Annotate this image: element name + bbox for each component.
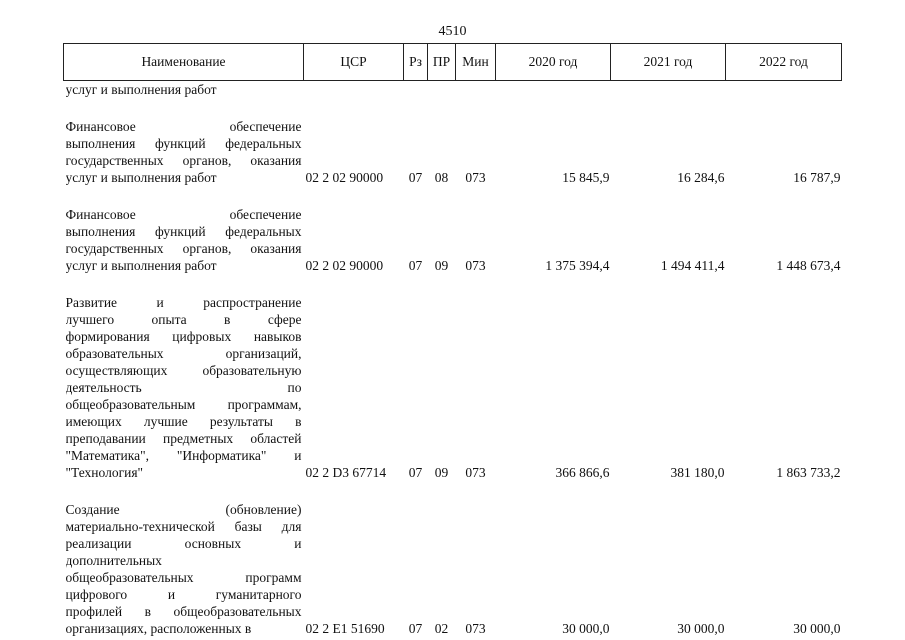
table-header bbox=[64, 44, 842, 81]
cell-csr: 02 2 E1 51690 bbox=[305, 621, 385, 636]
cell-pr bbox=[428, 81, 456, 99]
cell-rz: 07 bbox=[408, 170, 423, 185]
budget-table bbox=[63, 43, 842, 637]
cell-min: 073 bbox=[465, 621, 486, 636]
cell-2022: 1 863 733,2 bbox=[776, 465, 841, 480]
name-line: имеющих лучшие результаты в bbox=[65, 414, 302, 429]
cell-min: 073 bbox=[465, 170, 486, 185]
column-header-2022: 2022 год bbox=[726, 44, 842, 81]
name-line: цифрового и гуманитарного bbox=[65, 587, 302, 602]
name-line: формирования цифровых навыков bbox=[65, 329, 302, 344]
cell-2020: 366 866,6 bbox=[555, 465, 610, 480]
cell-min: 073 bbox=[465, 465, 486, 480]
name-line: Развитие и распространение bbox=[65, 295, 302, 310]
cell-csr: 02 2 02 90000 bbox=[305, 258, 384, 273]
column-header-pr: ПР bbox=[428, 44, 456, 81]
column-header-name: Наименование bbox=[64, 44, 304, 81]
name-line: услуг и выполнения работ bbox=[65, 170, 217, 185]
cell-2021: 1 494 411,4 bbox=[660, 258, 725, 273]
name-line: осуществляющих образовательную bbox=[65, 363, 302, 378]
name-line: государственных органов, оказания bbox=[65, 241, 302, 256]
name-line: услуг и выполнения работ bbox=[65, 82, 217, 97]
table-body bbox=[64, 81, 842, 638]
cell-2021: 381 180,0 bbox=[670, 465, 725, 480]
name-line: Финансовое обеспечение bbox=[65, 119, 302, 134]
cell-csr: 02 2 D3 67714 bbox=[305, 465, 387, 480]
table-row bbox=[64, 81, 842, 99]
name-line: преподавании предметных областей bbox=[65, 431, 302, 446]
name-line: "Математика", "Информатика" и bbox=[65, 448, 302, 463]
cell-pr: 09 bbox=[434, 465, 449, 480]
cell-name bbox=[64, 294, 304, 481]
cell-2020: 30 000,0 bbox=[562, 621, 610, 636]
name-line: Создание (обновление) bbox=[65, 502, 302, 517]
cell-2020: 1 375 394,4 bbox=[545, 258, 610, 273]
table-row bbox=[64, 294, 842, 481]
name-line: профилей в общеобразовательных bbox=[65, 604, 302, 619]
cell-name bbox=[64, 81, 304, 99]
cell-2021 bbox=[611, 81, 726, 99]
name-line: организациях, расположенных в bbox=[65, 621, 252, 636]
cell-name bbox=[64, 118, 304, 186]
name-line: Финансовое обеспечение bbox=[65, 207, 302, 222]
row-spacer bbox=[64, 274, 842, 294]
column-header-min: Мин bbox=[456, 44, 496, 81]
row-spacer bbox=[64, 481, 842, 501]
column-header-2021: 2021 год bbox=[611, 44, 726, 81]
cell-2022 bbox=[726, 81, 842, 99]
cell-min bbox=[456, 81, 496, 99]
page-number: 4510 bbox=[438, 24, 467, 39]
name-line: дополнительных bbox=[65, 553, 162, 568]
cell-rz: 07 bbox=[408, 465, 423, 480]
name-line: "Технология" bbox=[65, 465, 144, 480]
cell-2022: 1 448 673,4 bbox=[776, 258, 841, 273]
cell-2021: 16 284,6 bbox=[677, 170, 725, 185]
column-header-csr: ЦСР bbox=[304, 44, 404, 81]
name-line: выполнения функций федеральных bbox=[65, 136, 302, 151]
name-line: реализации основных и bbox=[65, 536, 302, 551]
name-line: образовательных организаций, bbox=[65, 346, 302, 361]
name-line: общеобразовательным программам, bbox=[65, 397, 302, 412]
cell-2022: 16 787,9 bbox=[793, 170, 841, 185]
column-header-rz: Рз bbox=[404, 44, 428, 81]
cell-rz bbox=[404, 81, 428, 99]
row-spacer bbox=[64, 98, 842, 118]
name-line: общеобразовательных программ bbox=[65, 570, 302, 585]
cell-csr: 02 2 02 90000 bbox=[305, 170, 384, 185]
cell-2021: 30 000,0 bbox=[677, 621, 725, 636]
cell-2020 bbox=[496, 81, 611, 99]
name-line: выполнения функций федеральных bbox=[65, 224, 302, 239]
cell-rz: 07 bbox=[408, 621, 423, 636]
cell-rz: 07 bbox=[408, 258, 423, 273]
name-line: деятельность по bbox=[65, 380, 302, 395]
cell-name bbox=[64, 206, 304, 274]
table-row bbox=[64, 206, 842, 274]
name-line: услуг и выполнения работ bbox=[65, 258, 217, 273]
name-line: лучшего опыта в сфере bbox=[65, 312, 302, 327]
table-row bbox=[64, 118, 842, 186]
cell-min: 073 bbox=[465, 258, 486, 273]
cell-pr: 02 bbox=[434, 621, 449, 636]
row-spacer bbox=[64, 186, 842, 206]
column-header-2020: 2020 год bbox=[496, 44, 611, 81]
name-line: государственных органов, оказания bbox=[65, 153, 302, 168]
cell-2022: 30 000,0 bbox=[793, 621, 841, 636]
name-line: материально-технической базы для bbox=[65, 519, 302, 534]
cell-pr: 09 bbox=[434, 258, 449, 273]
cell-pr: 08 bbox=[434, 170, 449, 185]
cell-name bbox=[64, 501, 304, 637]
table-row bbox=[64, 501, 842, 637]
cell-csr bbox=[304, 81, 404, 99]
cell-2020: 15 845,9 bbox=[562, 170, 610, 185]
